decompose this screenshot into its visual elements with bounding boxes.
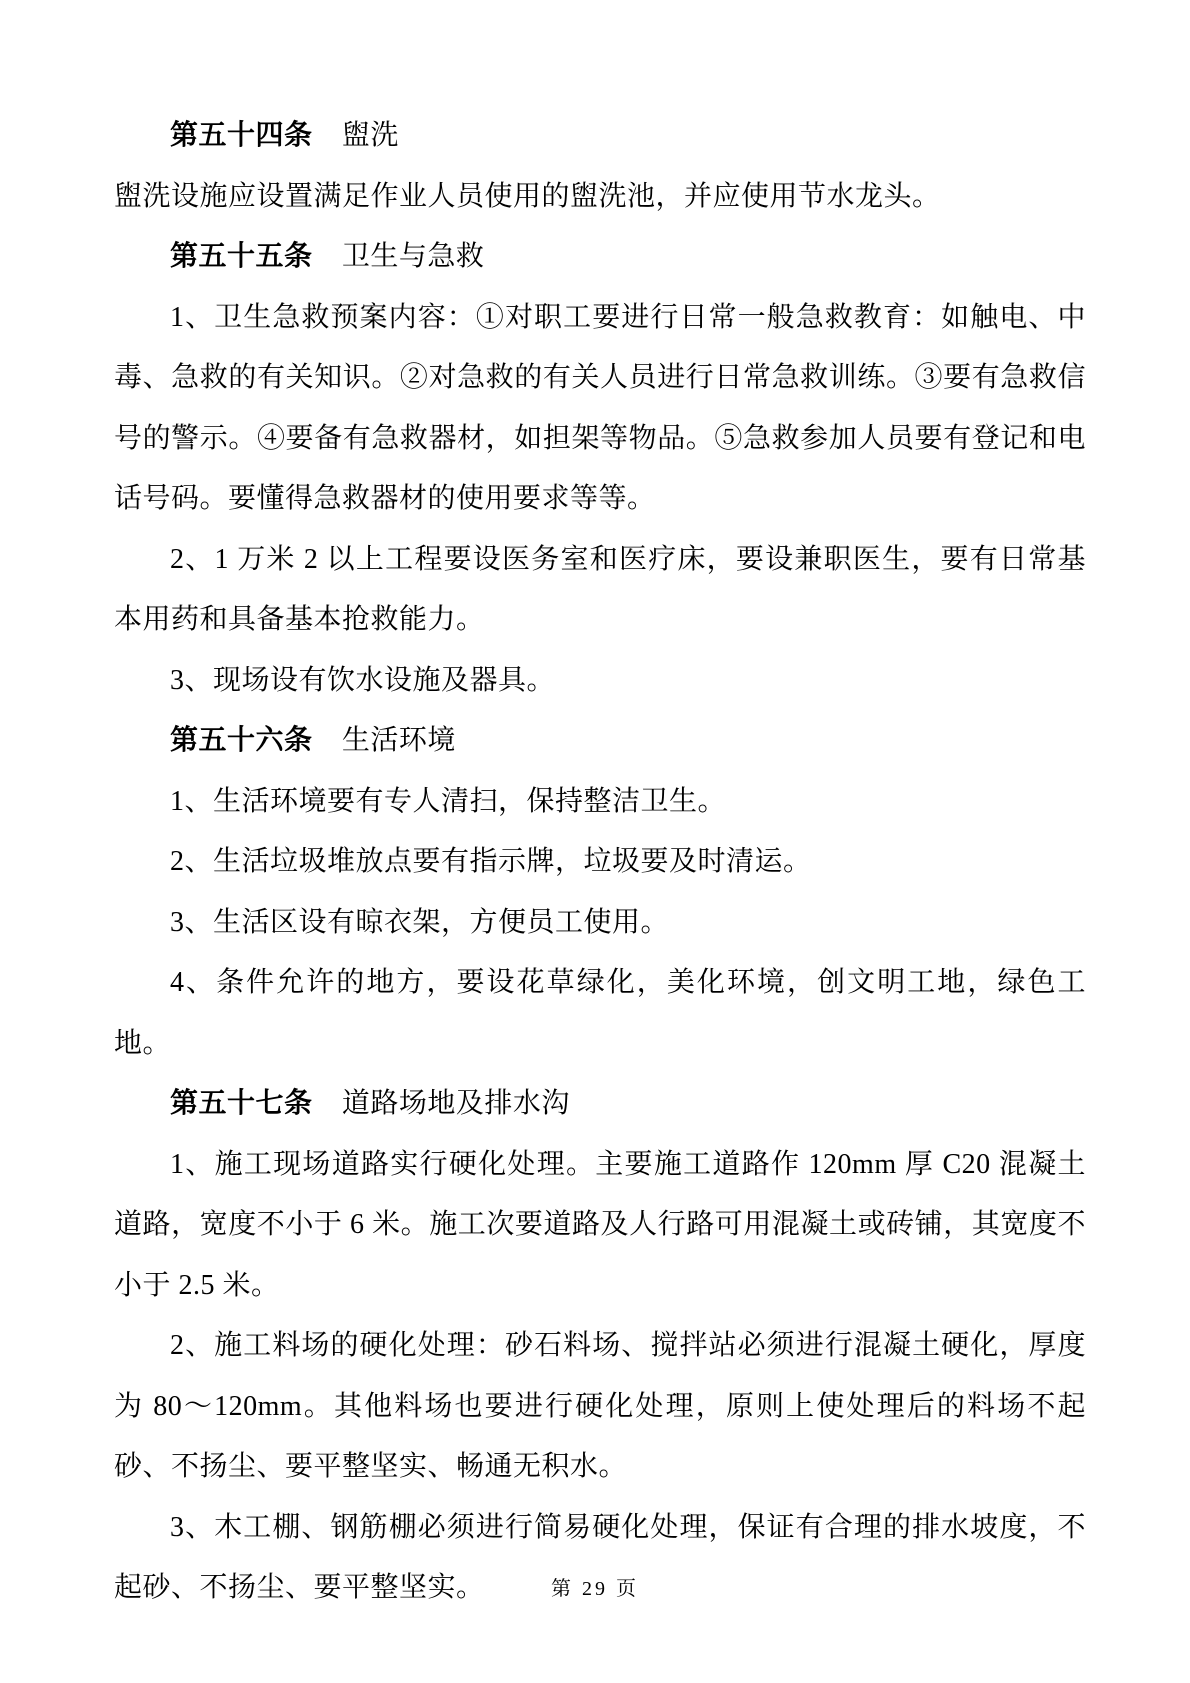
article-56-item-4: 4、条件允许的地方，要设花草绿化，美化环境，创文明工地，绿色工地。	[114, 967, 1086, 1059]
article-56-heading	[114, 711, 1086, 772]
article-57-title: 道路场地及排水沟	[341, 1088, 570, 1119]
article-57-item-1: 1、施工现场道路实行硬化处理。主要施工道路作 120mm 厚 C20 混凝土道路，宽度不小于 6 米。施工次要道路及人行路可用混凝土或砖铺，其宽度不小于 2.5 米。	[114, 1148, 1086, 1301]
article-54-number: 第五十四条	[170, 120, 313, 151]
article-57-item-3: 3、木工棚、钢筋棚必须进行简易硬化处理，保证有合理的排水坡度，不起砂、不扬尘、要平整坚实。	[114, 1511, 1086, 1603]
article-57-heading	[114, 1074, 1086, 1135]
article-57-item-2: 2、施工料场的硬化处理：砂石料场、搅拌站必须进行混凝土硬化，厚度为 80～120mm。其他料场也要进行硬化处理，原则上使处理后的料场不起砂、不扬尘、要平整坚实、畅通无积水。	[114, 1330, 1086, 1482]
article-56-item-3: 3、生活区设有晾衣架，方便员工使用。	[170, 906, 670, 938]
article-55-heading	[114, 227, 1086, 288]
article-54-title: 盥洗	[341, 120, 399, 151]
article-54-heading	[114, 106, 1086, 167]
article-56-title: 生活环境	[341, 725, 456, 756]
article-56-item-1: 1、生活环境要有专人清扫，保持整洁卫生。	[170, 785, 727, 817]
article-56-item-2: 2、生活垃圾堆放点要有指示牌，垃圾要及时清运。	[170, 846, 812, 877]
article-54-body-paragraph: 盥洗设施应设置满足作业人员使用的盥洗池，并应使用节水龙头。	[114, 180, 941, 212]
article-55-item-1: 1、卫生急救预案内容：①对职工要进行日常一般急救教育：如触电、中毒、急救的有关知识。②对急救的有关人员进行日常急救训练。③要有急救信号的警示。④要备有急救器材，如担架等物品。⑤急救参加人员要有登记和电话号码。要懂得急救器材的使用要求等等。	[114, 301, 1086, 514]
article-55-item-3: 3、现场设有饮水设施及器具。	[170, 664, 556, 696]
article-55-number: 第五十五条	[170, 241, 313, 272]
document-body	[114, 106, 1086, 1619]
article-56-number: 第五十六条	[170, 725, 313, 756]
article-57-number: 第五十七条	[170, 1088, 313, 1119]
article-55-item-2: 2、1 万米 2 以上工程要设医务室和医疗床，要设兼职医生，要有日常基本用药和具备基本抢救能力。	[114, 543, 1086, 635]
article-55-title: 卫生与急救	[341, 241, 485, 272]
page-number: 第 29 页	[551, 1578, 639, 1600]
